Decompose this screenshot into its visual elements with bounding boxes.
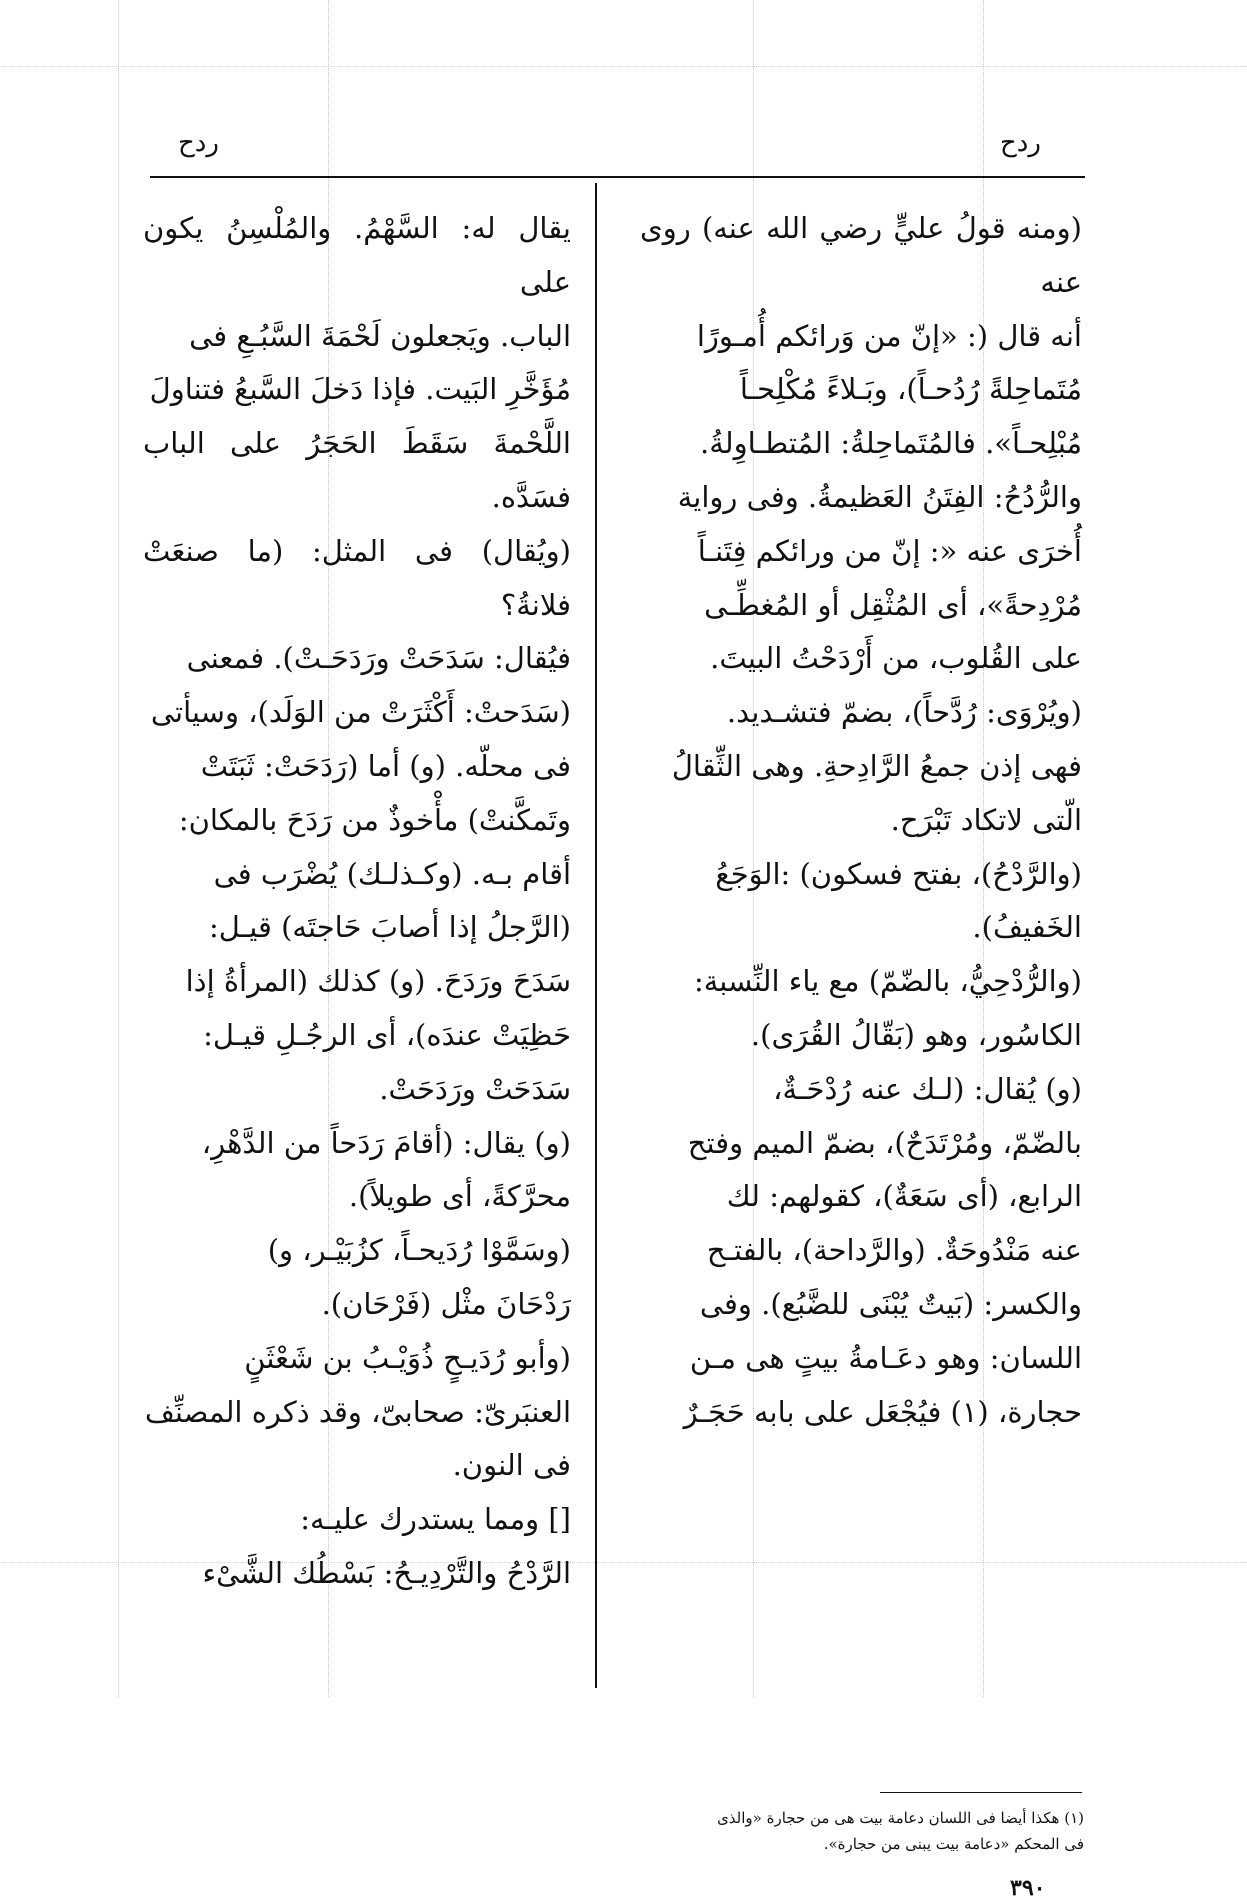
text-line: الرَّدْحُ والتَّرْدِيـحُ: بَسْطُك الشَّىْء xyxy=(202,1555,571,1590)
text-line: العنبَرىّ: صحابىّ، وقد ذكره المصنِّف xyxy=(144,1394,571,1429)
running-header-left: ردح xyxy=(178,128,219,158)
text-line: اللسان: وهو دعَـامةُ بيتٍ هى مـن xyxy=(689,1340,1082,1375)
text-line: (وسَمَّوْا رُدَيحـاً، كزُبَيْـر، و) xyxy=(267,1233,571,1268)
text-line: حجارة، (١) فيُجْعَل على بابه حَجَـرٌ xyxy=(683,1394,1082,1429)
text-line: (و) يقال: (أقامَ رَدَحاً من الدَّهْرِ، xyxy=(201,1125,571,1160)
footnote-rule xyxy=(880,1792,1082,1793)
text-line: والرُّدُحُ: الفِتَنُ العَظيمةُ. وفى رواية xyxy=(677,479,1082,514)
header-rule xyxy=(150,176,1085,178)
text-line: الّتى لاتكاد تَبْرَح. xyxy=(890,802,1082,837)
text-line: أنه قال (: «إنّ من وَرائكم أُمـورًا xyxy=(696,318,1082,353)
text-line: سَدَحَ ورَدَحَ. (و) كذلك (المرأةُ إذا xyxy=(185,964,571,999)
text-line: حَظِيَتْ عندَه)، أى الرجُـلِ قيـل: xyxy=(203,1017,571,1052)
text-line: فى محلّه. (و) أما (رَدَحَتْ: ثَبَتَتْ xyxy=(200,748,571,783)
text-line: والكسر: (بَيتٌ يُبْنَى للضَّبُع). وفى xyxy=(699,1286,1082,1321)
text-line: (والرُّدْحِيُّ، بالضّمّ) مع ياء النِّسبة: xyxy=(693,964,1082,999)
text-line: أُخرَى عنه «: إنّ من ورائكم فِتَنـاً xyxy=(697,533,1082,568)
text-line: (ومنه قولُ عليٍّ رضي الله عنه) روى عنه xyxy=(640,211,1082,299)
text-line: (والرَّدْحُ)، بفتح فسكون) :الوَجَعُ xyxy=(715,856,1082,891)
text-line: رَدْحَانَ مثْل (فَرْحَان). xyxy=(321,1286,571,1321)
text-line: مُرْدِحةً»، أى المُثْقِل أو المُغطِّـى xyxy=(704,587,1082,622)
text-line: فهى إذن جمعُ الرَّادِحةِ. وهى الثِّقالُ xyxy=(671,748,1082,783)
right-column xyxy=(640,202,1082,1439)
text-line: الكاسُور، وهو (بَقّالُ القُرَى). xyxy=(750,1017,1082,1052)
text-line: اللَّحْمةَ سَقَطَ الحَجَرُ على الباب فسَدَّه. xyxy=(143,426,571,514)
text-line: (الرَّجلُ إذا أصابَ حَاجتَه) قيـل: xyxy=(209,910,571,945)
footnote-line: فى المحكم «دعامة بيت يبنى من حجارة». xyxy=(823,1835,1084,1853)
text-line: سَدَحَتْ ورَدَحَتْ. xyxy=(379,1071,571,1106)
text-line: (و) يُقال: (لـك عنه رُدْحَـةٌ، xyxy=(773,1071,1082,1106)
text-line: على القُلوب، من أَرْدَحْتُ البيتَ. xyxy=(710,641,1082,676)
text-line: (وأبو رُدَيـحٍ ذُوَيْـبُ بن شَعْثَنٍ xyxy=(244,1340,571,1375)
text-line: (ويُرْوَى: رُدَّحاً)، بضمّ فتشـديد. xyxy=(726,695,1082,730)
footnote xyxy=(640,1805,1084,1857)
text-line: (ويُقال) فى المثل: (ما صنعَتْ فلانةُ؟ xyxy=(143,533,571,622)
scan-grid-line xyxy=(0,66,1247,67)
text-line: مُتَماحِلةً رُدُحـاً)، وبَـلاءً مُكْلِحـاً xyxy=(739,372,1082,407)
text-line: (سَدَحتْ: أَكْثَرَتْ من الوَلَد)، وسيأتى xyxy=(150,695,571,730)
text-line: مُؤَخَّرِ البَيت. فإذا دَخلَ السَّبعُ فتناولَ xyxy=(149,372,571,407)
text-line: مُبْلِحـاً». فالمُتَماحِلةُ: المُتطـاوِلةُ. xyxy=(700,426,1082,461)
text-line: أقام بـه. (وكـذلـك) يُضْرَب فى xyxy=(213,856,571,891)
footnote-line: (١) هكذا أيضا فى اللسان دعامة بيت هى من حجارة «والذى xyxy=(717,1809,1084,1827)
page-number: ٣٩٠ xyxy=(1010,1875,1046,1901)
text-line: الباب. ويَجعلون لَحْمَةَ السَّبُـعِ فى xyxy=(189,318,571,353)
text-line: يقال له: السَّهْمُ. والمُلْسِنُ يكون على xyxy=(143,211,571,299)
text-line: عنه مَنْدُوحَةٌ. (والرَّداحة)، بالفتـح xyxy=(706,1233,1082,1268)
text-line: فى النون. xyxy=(452,1448,571,1483)
column-divider xyxy=(595,183,597,1688)
left-column xyxy=(143,202,571,1601)
running-header-right: ردح xyxy=(1000,128,1041,158)
text-line: الرابع، (أى سَعَةٌ)، كقولهم: لك xyxy=(726,1179,1082,1214)
scan-grid-line xyxy=(118,0,119,1697)
text-line: فيُقال: سَدَحَتْ ورَدَحَـتْ). فمعنى xyxy=(186,641,571,676)
text-line: محرَّكةً، أى طويلاً). xyxy=(348,1179,571,1214)
text-line: وتَمكَّنتْ) مأْخوذٌ من رَدَحَ بالمكان: xyxy=(178,802,571,837)
text-line: [] ومما يستدرك عليـه: xyxy=(300,1502,571,1537)
text-line: الخَفيفُ). xyxy=(972,910,1082,945)
text-line: بالضّمّ، ومُرْتَدَحٌ)، بضمّ الميم وفتح xyxy=(687,1125,1082,1160)
